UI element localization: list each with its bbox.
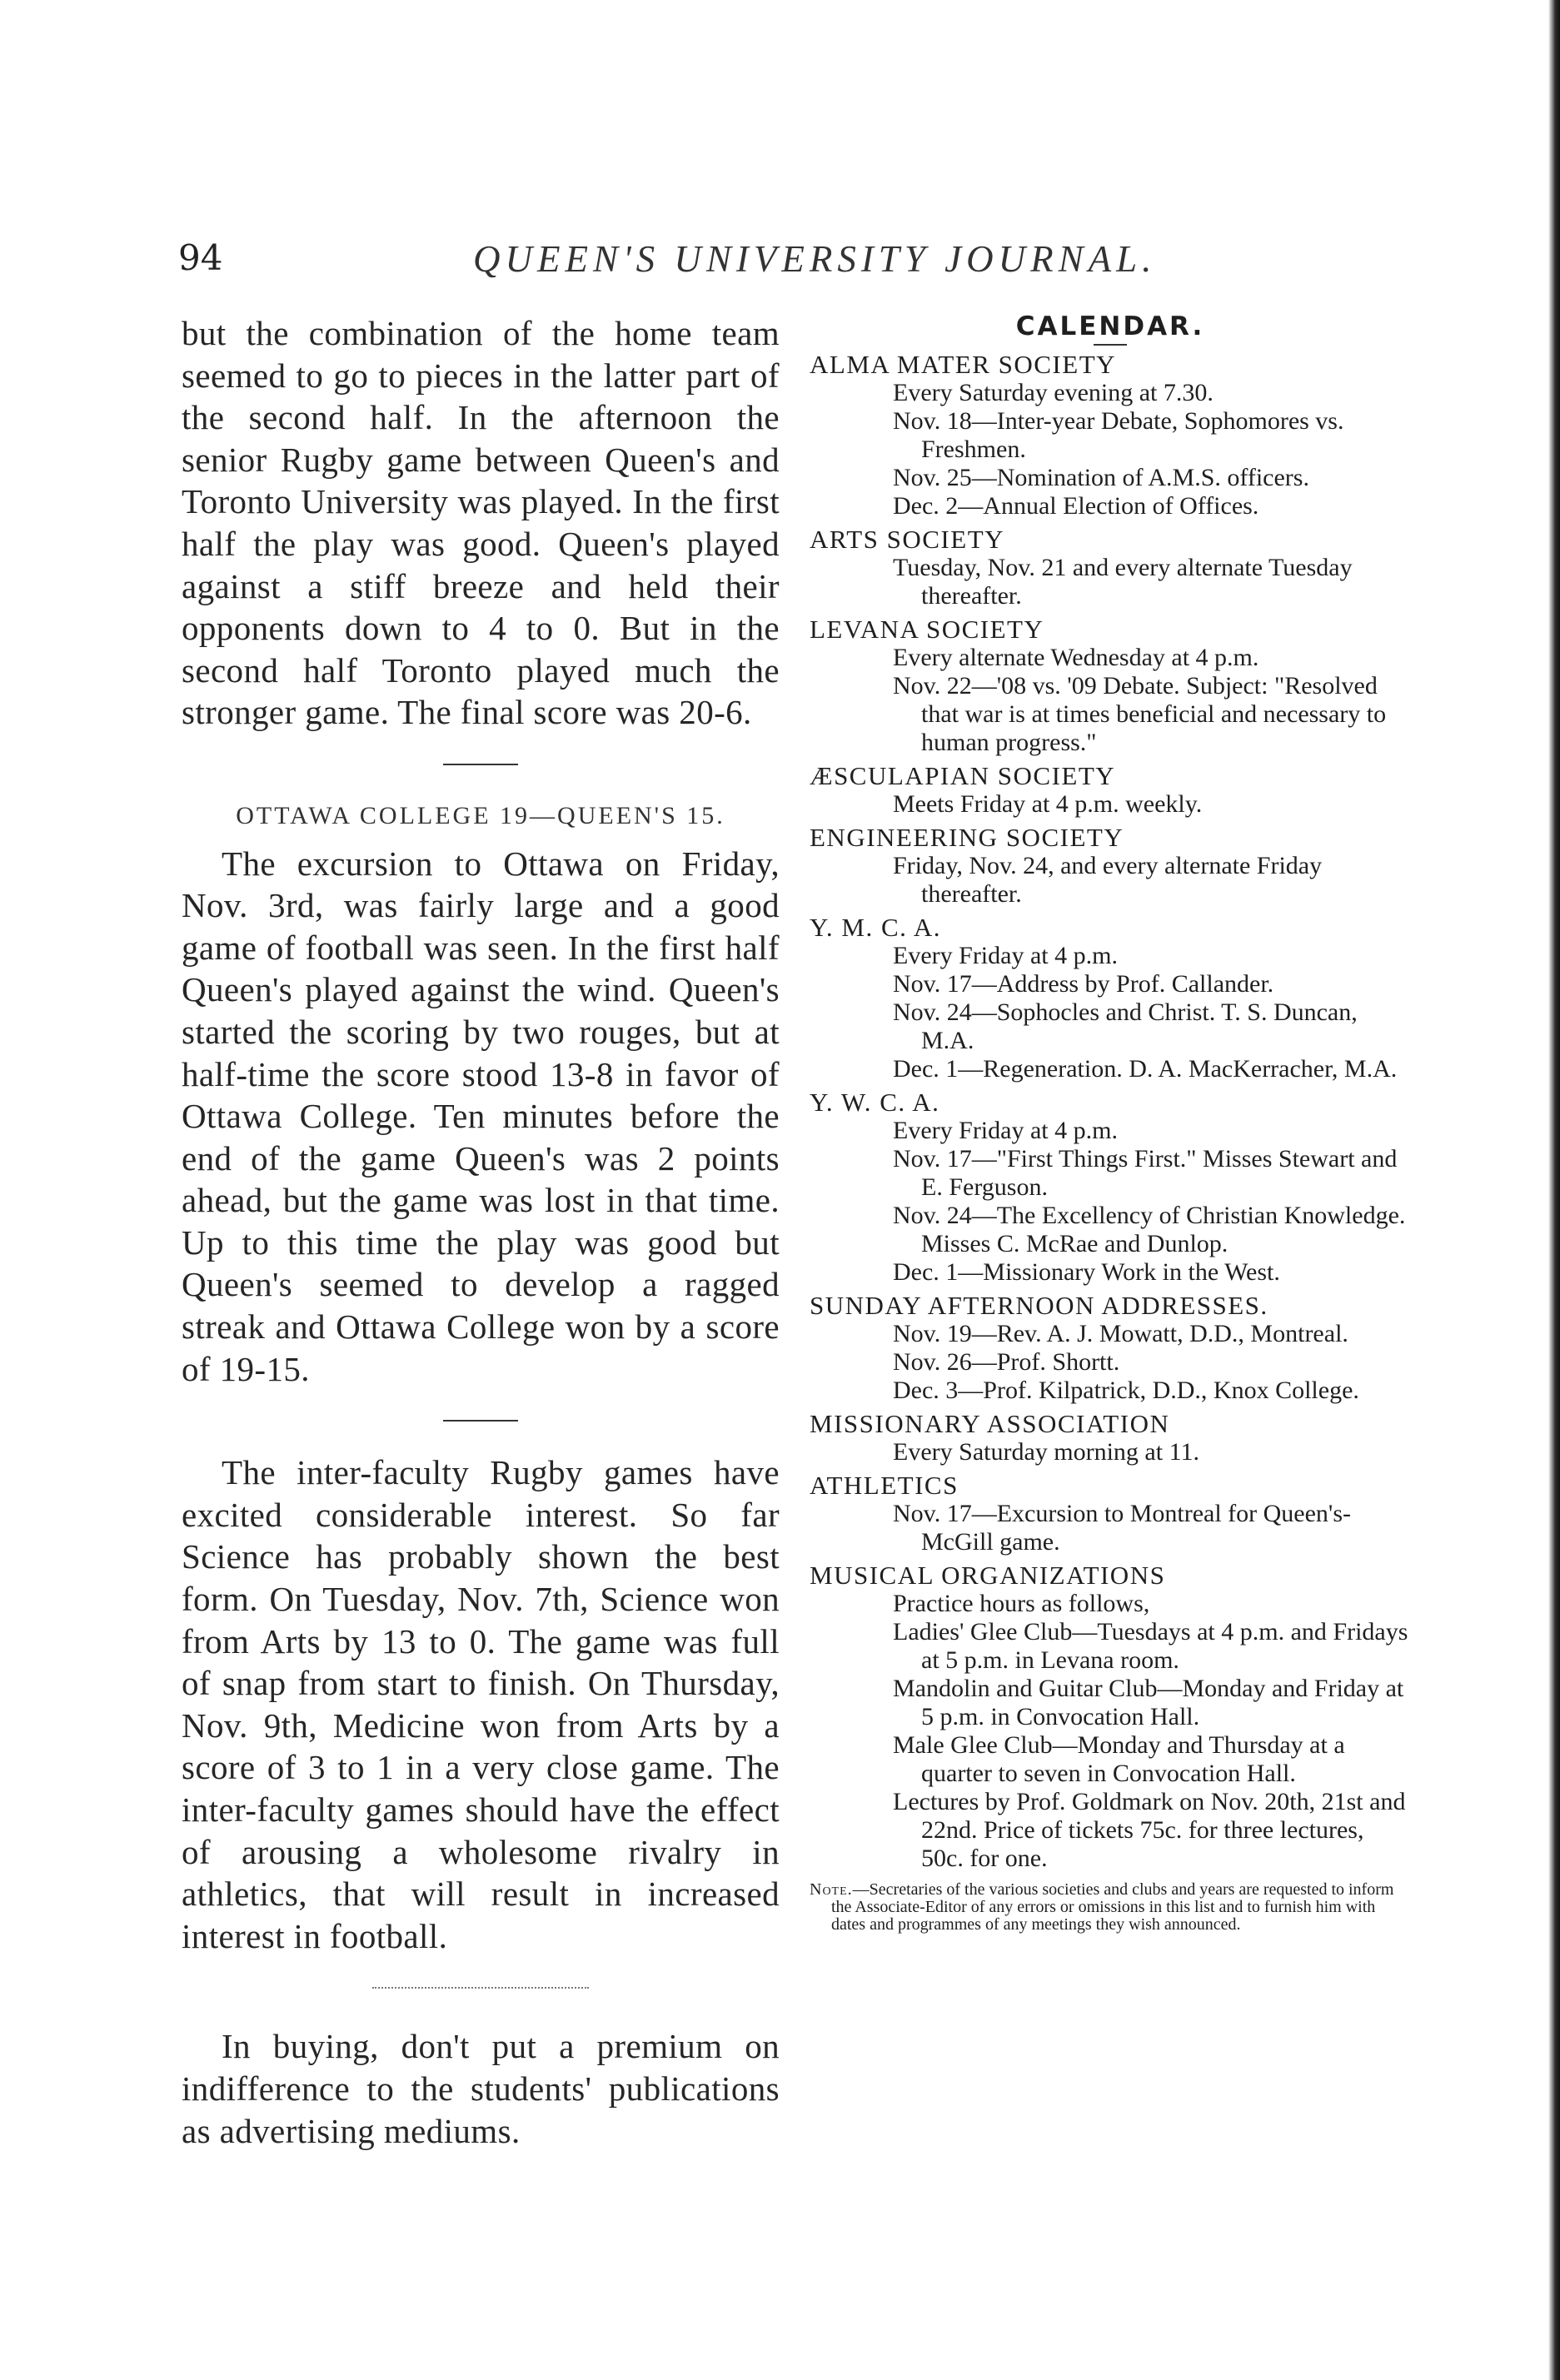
calendar-entry: Mandolin and Guitar Club—Monday and Friday at 5 p.m. in Convocation Hall. [893,1675,1404,1730]
calendar-title: CALENDAR. [1015,311,1205,341]
calendar-entry: Tuesday, Nov. 21 and every alternate Tuesday thereafter. [893,554,1353,610]
society-name: Y. W. C. A. [810,1088,940,1117]
society-name: ALMA MATER SOCIETY [810,350,1117,379]
calendar-entry: Dec. 2—Annual Election of Offices. [893,492,1259,520]
calendar-entry: Every Friday at 4 p.m. [893,942,1118,969]
society-name: ÆSCULAPIAN SOCIETY [810,761,1116,790]
society-name: MUSICAL ORGANIZATIONS [810,1561,1166,1590]
page-number: 94 [178,237,223,278]
calendar-entry: Every Saturday evening at 7.30. [893,379,1214,406]
calendar-entry: Nov. 24—Sophocles and Christ. T. S. Duncan, M.A. [893,998,1358,1054]
calendar-society [810,1561,1411,1873]
calendar-society [810,762,1411,819]
calendar-title-rule [1094,344,1127,346]
calendar-entry: Dec. 3—Prof. Kilpatrick, D.D., Knox College. [893,1377,1359,1404]
society-name: ARTS SOCIETY [810,525,1005,554]
calendar-entry: Every Friday at 4 p.m. [893,1117,1118,1144]
calendar-society [810,1471,1411,1556]
calendar-entry: Nov. 17—"First Things First." Misses Stewart and E. Ferguson. [893,1145,1398,1201]
left-column [182,312,780,2152]
calendar-entry: Every alternate Wednesday at 4 p.m. [893,644,1259,671]
calendar-entry: Practice hours as follows, [893,1590,1150,1617]
society-name: LEVANA SOCIETY [810,615,1044,644]
calendar-society [810,914,1411,1083]
society-name: SUNDAY AFTERNOON ADDRESSES. [810,1291,1268,1320]
calendar-entry: Meets Friday at 4 p.m. weekly. [893,790,1203,818]
running-title: QUEEN'S UNIVERSITY JOURNAL. [473,238,1157,280]
calendar-society [810,824,1411,909]
note-text: —Secretaries of the various societies and clubs and years are requested to inform the Associate-Editor of any errors or omissions in this list and to furnish him with dates and programmes of any meetings they wish announced. [831,1880,1394,1934]
calendar-list [810,351,1411,1873]
calendar-entry: Nov. 24—The Excellency of Christian Knowledge. Misses C. McRae and Dunlop. [893,1202,1406,1257]
calendar-entry: Male Glee Club—Monday and Thursday at a quarter to seven in Convocation Hall. [893,1731,1345,1787]
society-name: ENGINEERING SOCIETY [810,823,1124,852]
calendar-society [810,525,1411,610]
article-paragraph: The excursion to Ottawa on Friday, Nov. 3rd, was fairly large and a good game of football was seen. In the first half Queen's played against the wind. Queen's started the scoring by two rouges, but at half-time the score stood 13-8 in favor of Ottawa College. Ten minutes before the end of the game Queen's was 2 points ahead, but the game was lost in that time. Up to this time the play was good but Queen's seemed to develop a ragged streak and Ottawa College won by a score of 19-15. [182,844,780,1388]
article-paragraph: The inter-faculty Rugby games have excited considerable interest. So far Science has probably shown the best form. On Tuesday, Nov. 7th, Science won from Arts by 13 to 0. The game was full of snap from start to finish. On Thursday, Nov. 9th, Medicine won from Arts by a score of 3 to 1 in a very close game. The inter-faculty games should have the effect of arousing a wholesome rivalry in athletics, that will result in increased interest in football. [182,1453,780,1955]
calendar-society [810,351,1411,520]
calendar-society [810,1088,1411,1287]
note-label: Note. [810,1880,853,1899]
calendar-entry: Dec. 1—Regeneration. D. A. MacKerracher, M.A. [893,1055,1398,1083]
article-paragraph: but the combination of the home team seemed to go to pieces in the latter part of the second half. In the afternoon the senior Rugby game between Queen's and Toronto University was played. In the first half the play was good. Queen's played against a stiff breeze and held their opponents down to 4 to 0. But in the second half Toronto played much the stronger game. The final score was 20-6. [182,314,780,732]
calendar-society [810,1292,1411,1405]
calendar-entry: Lectures by Prof. Goldmark on Nov. 20th, 21st and 22nd. Price of tickets 75c. for three lectures, 50c. for one. [893,1788,1406,1872]
section-divider [443,1420,518,1422]
calendar-entry: Nov. 17—Address by Prof. Callander. [893,970,1274,998]
calendar-entry: Friday, Nov. 24, and every alternate Friday thereafter. [893,852,1323,908]
section-divider [443,764,518,765]
section-divider [372,1987,589,1989]
calendar-entry: Nov. 26—Prof. Shortt. [893,1348,1120,1376]
calendar-society [810,615,1411,757]
calendar-entry: Nov. 25—Nomination of A.M.S. officers. [893,464,1309,491]
article-paragraph: In buying, don't put a premium on indifference to the students' publications as advertising mediums. [182,2027,780,2150]
section-heading: OTTAWA COLLEGE 19—QUEEN'S 15. [236,801,725,829]
society-name: MISSIONARY ASSOCIATION [810,1409,1170,1438]
calendar-entry: Nov. 22—'08 vs. '09 Debate. Subject: "Resolved that war is at times beneficial and necessary to human progress." [893,672,1387,756]
page-header [0,237,1560,296]
calendar-entry: Ladies' Glee Club—Tuesdays at 4 p.m. and Fridays at 5 p.m. in Levana room. [893,1618,1408,1674]
calendar-note [810,1881,1411,1934]
society-name: ATHLETICS [810,1471,959,1500]
calendar-entry: Nov. 17—Excursion to Montreal for Queen's-McGill game. [893,1500,1352,1556]
calendar-entry: Every Saturday morning at 11. [893,1438,1199,1466]
calendar-entry: Nov. 18—Inter-year Debate, Sophomores vs. Freshmen. [893,407,1344,463]
calendar-entry: Nov. 19—Rev. A. J. Mowatt, D.D., Montreal. [893,1320,1348,1347]
calendar-entry: Dec. 1—Missionary Work in the West. [893,1258,1280,1286]
calendar-column [810,312,1411,1934]
scan-edge [1548,0,1560,2380]
society-name: Y. M. C. A. [810,913,942,942]
calendar-society [810,1410,1411,1466]
